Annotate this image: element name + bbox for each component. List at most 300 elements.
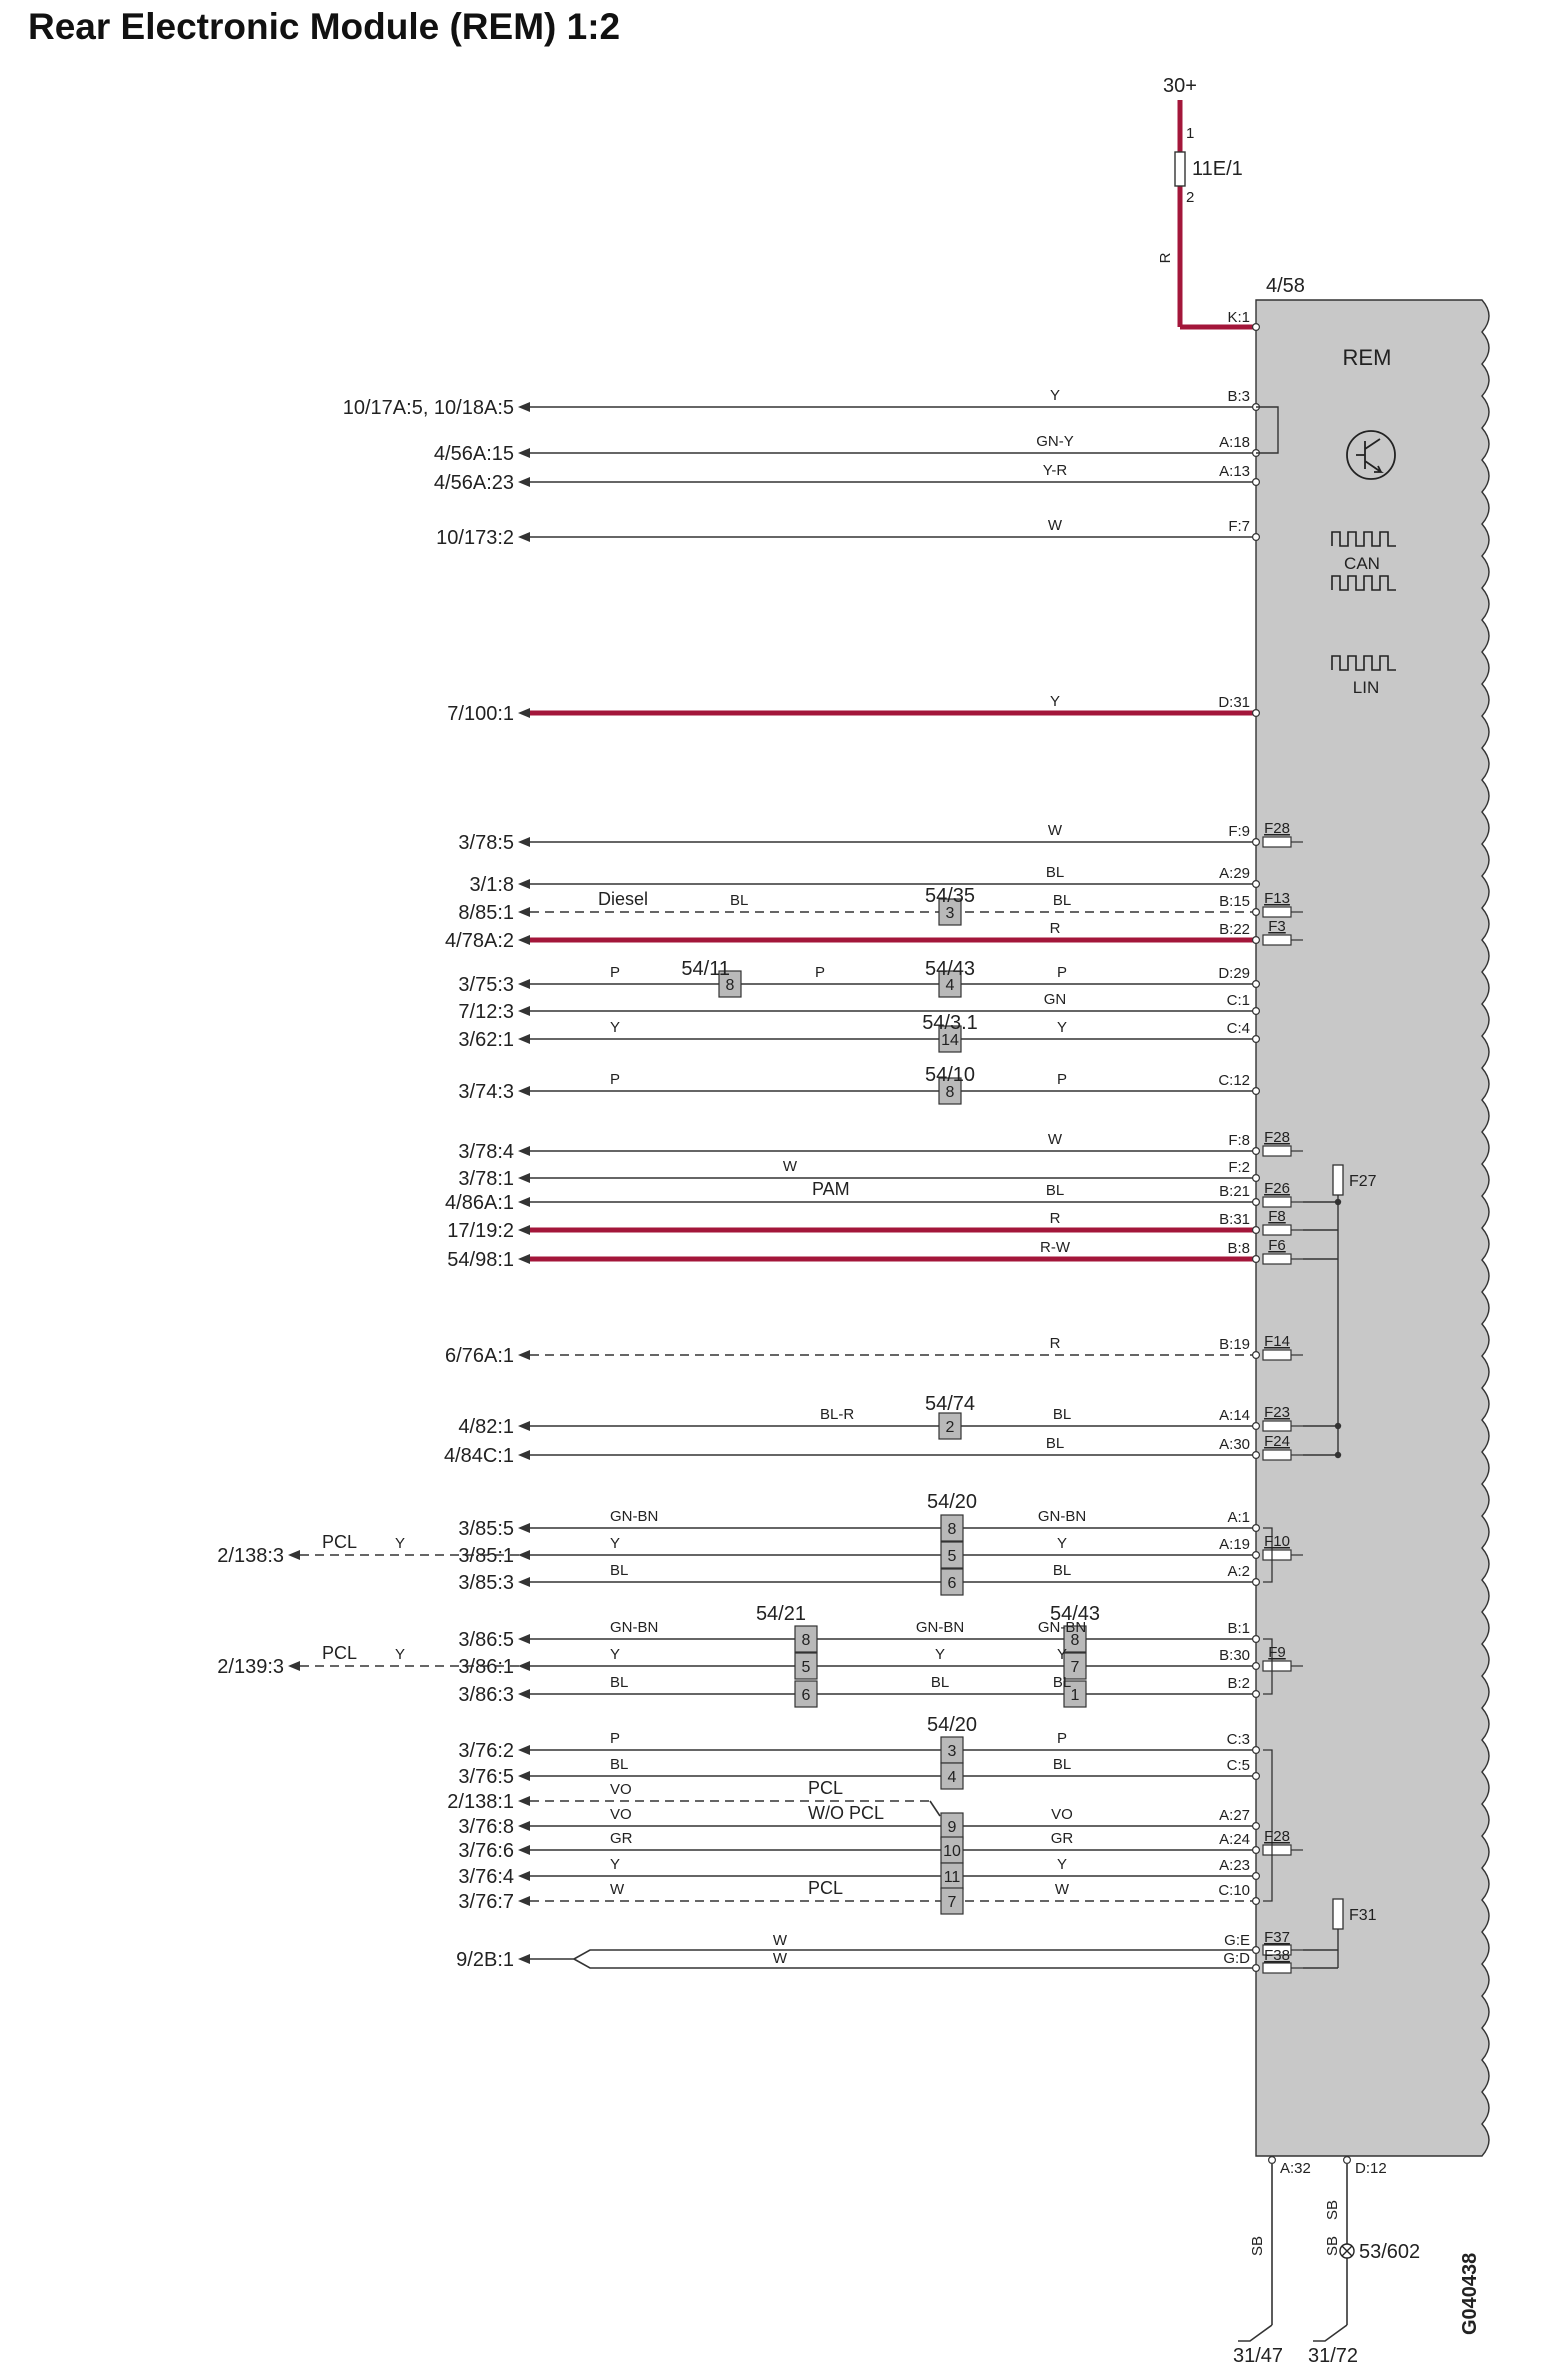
row-r22-wire-left: GN-BN	[610, 1508, 659, 1525]
row-r22-pin: A:1	[1227, 1509, 1250, 1526]
row-r27-pin: B:2	[1227, 1675, 1250, 1692]
row-r20-conn-label: 54/74	[924, 1393, 976, 1415]
row-r25-dest: 3/86:5	[458, 1629, 514, 1651]
row-r33-wire-left: Y	[610, 1856, 621, 1873]
row-r10-conn-a-pin: 8	[725, 977, 735, 994]
row-r32-fuse	[1263, 1845, 1291, 1855]
row-r28-pin-dot	[1253, 1747, 1260, 1754]
row-r6-arrow	[518, 837, 530, 847]
row-r33-arrow	[518, 1871, 530, 1881]
row-r31-wire-label: VO	[1051, 1806, 1073, 1823]
ground-1-pin: D:12	[1355, 2160, 1387, 2177]
f27-junction-0	[1335, 1199, 1341, 1205]
row-r5-wire-label: Y	[1049, 693, 1061, 710]
row-r22-pin-dot	[1253, 1525, 1260, 1532]
row-r24-wire-left: BL	[610, 1562, 629, 1579]
ground-0-pin: A:32	[1280, 2160, 1311, 2177]
ground-0-dest: 31/47	[1232, 2345, 1284, 2367]
row-r29-arrow	[518, 1771, 530, 1781]
row-r16-pin: B:21	[1219, 1183, 1250, 1200]
row-r12-conn-label: 54/3.1	[922, 1012, 978, 1034]
row-r34-conn-pin: 7	[947, 1894, 957, 1911]
row-r21-pin-dot	[1253, 1452, 1260, 1459]
row-r31-dest: 3/76:8	[458, 1816, 514, 1838]
row-r17-dest: 17/19:2	[447, 1220, 514, 1242]
row-r32-wire-label: GR	[1050, 1830, 1074, 1847]
f27-junction-1	[1335, 1423, 1341, 1429]
supply-fuse	[1175, 152, 1185, 186]
row-r10-wire-left: P	[610, 964, 621, 981]
row-r5-dest: 7/100:1	[447, 703, 514, 725]
row-r2-dest: 4/56A:15	[433, 443, 514, 465]
row-r26-conn-a-pin: 5	[801, 1659, 811, 1676]
row-r24-conn-pin: 6	[947, 1575, 957, 1592]
row-r23-dest: 3/85:1	[458, 1545, 514, 1567]
row-r21-fuse	[1263, 1450, 1291, 1460]
ground-0-wire-label: SB	[1249, 2235, 1266, 2257]
row-r16-fuse-label: F26	[1264, 1180, 1290, 1197]
row-r30-wire-left: VO	[610, 1781, 632, 1798]
row-r6-fuse-label: F28	[1264, 820, 1290, 837]
ground-0-symbol	[1238, 2325, 1272, 2341]
row-r26-wire-label: Y	[1056, 1646, 1068, 1663]
remote-1-note: PCL	[322, 1643, 358, 1663]
row-r31-conn-pin: 9	[947, 1819, 957, 1836]
row-r12-arrow	[518, 1034, 530, 1044]
row-r8-conn-label: 54/35	[924, 885, 976, 907]
f31-fuse	[1333, 1899, 1343, 1929]
row-r12-pin-dot	[1253, 1036, 1260, 1043]
row-r6-dest: 3/78:5	[458, 832, 514, 854]
row-r3-pin: A:13	[1219, 463, 1250, 480]
row-r22-conn-label: 54/20	[926, 1491, 978, 1513]
row-r11-dest: 7/12:3	[458, 1001, 514, 1023]
supply-pin2: 2	[1186, 189, 1195, 206]
row-r12-dest: 3/62:1	[458, 1029, 514, 1051]
row-r13-wire-label: P	[1056, 1071, 1068, 1088]
row-r31-arrow	[518, 1821, 530, 1831]
row-r1-dest: 10/17A:5, 10/18A:5	[342, 397, 514, 419]
row-r31-pin: A:27	[1219, 1807, 1250, 1824]
row-r27-arrow	[518, 1689, 530, 1699]
row-r26-pin: B:30	[1219, 1647, 1250, 1664]
row-r16-note: PAM	[812, 1179, 850, 1199]
row-r27-wire-left: BL	[610, 1674, 629, 1691]
row-r7-dest: 3/1:8	[469, 874, 514, 896]
row-r16-dest: 4/86A:1	[445, 1192, 514, 1214]
row-r27-conn-a-pin: 6	[801, 1687, 811, 1704]
remote-0-arrow	[288, 1550, 300, 1560]
rem-label: REM	[1342, 345, 1392, 370]
row-r19-pin-dot	[1253, 1352, 1260, 1359]
row-r21-dest: 4/84C:1	[443, 1445, 514, 1467]
row-r34-wire-left: W	[610, 1881, 625, 1898]
row-r34-dest: 3/76:7	[458, 1891, 514, 1913]
row-r10-wire-label: P	[1056, 964, 1068, 981]
remote-0-note: PCL	[322, 1532, 358, 1552]
row-r24-pin-dot	[1253, 1579, 1260, 1586]
row-r3-wire-label: Y-R	[1042, 462, 1068, 479]
row-r10-pin-dot	[1253, 981, 1260, 988]
row-r5-pin-dot	[1253, 710, 1260, 717]
row-r32-dest: 3/76:6	[458, 1840, 514, 1862]
row-r28-conn-pin: 3	[947, 1743, 957, 1760]
row-r9-fuse	[1263, 935, 1291, 945]
row-r19-arrow	[518, 1350, 530, 1360]
row-r18-wire-label: R-W	[1040, 1239, 1070, 1256]
f31-label: F31	[1349, 1907, 1377, 1924]
row-r7-pin: A:29	[1219, 865, 1250, 882]
row-r13-pin: C:12	[1218, 1072, 1250, 1089]
row-r8-fuse-label: F13	[1264, 890, 1290, 907]
row-r20-wire-label: BL	[1052, 1406, 1072, 1423]
row-r8-pin-dot	[1253, 909, 1260, 916]
row-r28-pin: C:3	[1226, 1731, 1250, 1748]
ground-1-wire-label: SB	[1324, 2235, 1341, 2257]
supply-label: 30+	[1163, 75, 1197, 97]
row-r34-note: PCL	[808, 1878, 844, 1898]
lin-label: LIN	[1352, 678, 1380, 697]
row-r25-conn-a-label: 54/21	[755, 1603, 806, 1625]
row-r35-pin: G:E	[1224, 1932, 1250, 1949]
row-r14-fuse	[1263, 1146, 1291, 1156]
row-r1-arrow	[518, 402, 530, 412]
row-r26-fuse	[1263, 1661, 1291, 1671]
row-r4-dest: 10/173:2	[436, 527, 514, 549]
row-r29-wire-label: BL	[1052, 1756, 1072, 1773]
row-r25-conn-pin: 8	[1070, 1632, 1080, 1649]
row-r20-pin: A:14	[1219, 1407, 1250, 1424]
ground-1-dest: 31/72	[1307, 2345, 1359, 2367]
row-r25-pin-dot	[1253, 1636, 1260, 1643]
row-r35-pin-dot	[1253, 1947, 1260, 1954]
row-r4-pin-dot	[1253, 534, 1260, 541]
row-r14-dest: 3/78:4	[458, 1141, 514, 1163]
row-r10-conn-a-label: 54/11	[681, 958, 730, 980]
row-r27-wire-label: BL	[1052, 1674, 1072, 1691]
row-r9-fuse-label: F3	[1268, 918, 1286, 935]
row-r26-fuse-label: F9	[1268, 1644, 1286, 1661]
row-r26-pin-dot	[1253, 1663, 1260, 1670]
row-r26-wire-left: Y	[610, 1646, 621, 1663]
row-r15-pin: F:2	[1228, 1159, 1250, 1176]
row-r35-wire-label: W	[772, 1932, 788, 1949]
row-r27-conn-pin: 1	[1070, 1687, 1080, 1704]
row-r18-fuse-label: F6	[1268, 1237, 1286, 1254]
row-r19-pin: B:19	[1219, 1336, 1250, 1353]
row-r36-pin: G:D	[1223, 1950, 1250, 1967]
row-r15-arrow	[518, 1173, 530, 1183]
row-r17-fuse	[1263, 1225, 1291, 1235]
row-r25-arrow	[518, 1634, 530, 1644]
row-r18-dest: 54/98:1	[447, 1249, 514, 1271]
f27-fuse	[1333, 1165, 1343, 1195]
drawing-ref: G040438	[1459, 2252, 1481, 2335]
row-r32-conn-pin: 10	[943, 1843, 961, 1860]
row-r33-pin: A:23	[1219, 1857, 1250, 1874]
row-r19-fuse	[1263, 1350, 1291, 1360]
ground-0-pin-dot	[1269, 2157, 1276, 2164]
row-r16-pin-dot	[1253, 1199, 1260, 1206]
row-r8-fuse	[1263, 907, 1291, 917]
row-r6-pin: F:9	[1228, 823, 1250, 840]
row-r26-wire-mid: Y	[934, 1646, 946, 1663]
supply-pin-dot	[1253, 324, 1260, 331]
row-r8-note: Diesel	[598, 889, 649, 909]
row-r28-wire-label: P	[1056, 1730, 1068, 1747]
row-r19-fuse-label: F14	[1264, 1333, 1290, 1350]
row-r9-wire-label: R	[1049, 920, 1061, 937]
row-r29-dest: 3/76:5	[458, 1766, 514, 1788]
supply-fuse-label: 11E/1	[1192, 158, 1243, 180]
row-r36-fuse-label: F38	[1264, 1947, 1290, 1964]
row-r8-dest: 8/85:1	[458, 902, 514, 924]
row-r14-pin-dot	[1253, 1148, 1260, 1155]
row-r11-pin: C:1	[1226, 992, 1250, 1009]
row-r18-arrow	[518, 1254, 530, 1264]
row-r29-wire-left: BL	[610, 1756, 629, 1773]
row-r35-dest: 9/2B:1	[456, 1949, 514, 1971]
row-r7-wire-label: BL	[1045, 864, 1065, 881]
row-r3-pin-dot	[1253, 479, 1260, 486]
row-r8-conn-pin: 3	[945, 905, 955, 922]
row-r12-conn-pin: 14	[941, 1032, 959, 1049]
row-r10-conn-pin: 4	[945, 977, 955, 994]
row-r33-pin-dot	[1253, 1873, 1260, 1880]
row-r36-pin-dot	[1253, 1965, 1260, 1972]
supply-pin1: 1	[1186, 125, 1195, 142]
remote-1-arrow	[288, 1661, 300, 1671]
row-r35-fork	[574, 1950, 1256, 1968]
row-r13-conn-label: 54/10	[924, 1064, 976, 1086]
remote-1-dest: 2/139:3	[217, 1656, 284, 1678]
row-r6-wire-label: W	[1047, 822, 1063, 839]
row-r21-wire-label: BL	[1045, 1435, 1065, 1452]
row-r10-conn-label: 54/43	[924, 958, 976, 980]
row-r20-fuse-label: F23	[1264, 1404, 1290, 1421]
row-r27-wire-mid: BL	[930, 1674, 950, 1691]
row-r32-wire-left: GR	[610, 1830, 633, 1847]
row-r2-arrow	[518, 448, 530, 458]
row-r16-fuse	[1263, 1197, 1291, 1207]
row-r9-pin: B:22	[1219, 921, 1250, 938]
row-r14-arrow	[518, 1146, 530, 1156]
row-r2-pin: A:18	[1219, 434, 1250, 451]
row-r30-arrow	[518, 1796, 530, 1806]
row-r26-dest: 3/86:1	[458, 1656, 514, 1678]
row-r15-wire-label: W	[782, 1158, 798, 1175]
row-r31-note: W/O PCL	[808, 1803, 885, 1823]
ground-1-pin-dot	[1344, 2157, 1351, 2164]
row-r14-fuse-label: F28	[1264, 1129, 1290, 1146]
row-r4-pin: F:7	[1228, 518, 1250, 535]
row-r13-dest: 3/74:3	[458, 1081, 514, 1103]
supply-wire-label: R	[1157, 252, 1174, 264]
row-r14-wire-label: W	[1047, 1131, 1063, 1148]
row-r4-wire-label: W	[1047, 517, 1063, 534]
f27-label: F27	[1349, 1173, 1377, 1190]
row-r17-pin-dot	[1253, 1227, 1260, 1234]
row-r13-wire-left: P	[610, 1071, 621, 1088]
row-r27-dest: 3/86:3	[458, 1684, 514, 1706]
row-r23-fuse-label: F10	[1264, 1533, 1290, 1550]
row-r30-wire-bend	[930, 1801, 940, 1816]
row-r20-pin-dot	[1253, 1423, 1260, 1430]
row-r25-conn-label: 54/43	[1049, 1603, 1101, 1625]
row-r3-arrow	[518, 477, 530, 487]
row-r1-pin: B:3	[1227, 388, 1250, 405]
row-r31-wire-left: VO	[610, 1806, 632, 1823]
row-r18-pin-dot	[1253, 1256, 1260, 1263]
row-r20-fuse	[1263, 1421, 1291, 1431]
row-r12-pin: C:4	[1226, 1020, 1250, 1037]
row-r13-pin-dot	[1253, 1088, 1260, 1095]
page-title: Rear Electronic Module (REM) 1:2	[28, 6, 621, 47]
row-r23-pin-dot	[1253, 1552, 1260, 1559]
row-r34-wire-label: W	[1054, 1881, 1070, 1898]
row-r29-pin: C:5	[1226, 1757, 1250, 1774]
row-r23-wire-left: Y	[610, 1535, 621, 1552]
row-r12-wire-label: Y	[1056, 1019, 1068, 1036]
row-r23-conn-pin: 5	[947, 1548, 957, 1565]
row-r8-pin: B:15	[1219, 893, 1250, 910]
row-r17-wire-label: R	[1049, 1210, 1061, 1227]
supply-pin: K:1	[1227, 309, 1250, 326]
row-r7-pin-dot	[1253, 881, 1260, 888]
row-r33-dest: 3/76:4	[458, 1866, 514, 1888]
row-r28-conn-label: 54/20	[926, 1714, 978, 1736]
row-r11-wire-label: GN	[1043, 991, 1067, 1008]
row-r30-note: PCL	[808, 1778, 844, 1798]
row-r8-wire-left: BL	[730, 892, 749, 909]
row-r20-arrow	[518, 1421, 530, 1431]
row-r25-wire-mid: GN-BN	[915, 1619, 965, 1636]
row-r29-conn-pin: 4	[947, 1769, 957, 1786]
remote-1-wire-label: Y	[395, 1646, 406, 1663]
row-r4-arrow	[518, 532, 530, 542]
row-r3-dest: 4/56A:23	[433, 472, 514, 494]
row-r24-pin: A:2	[1227, 1563, 1250, 1580]
row-r7-arrow	[518, 879, 530, 889]
row-r29-pin-dot	[1253, 1773, 1260, 1780]
row-r20-conn-pin: 2	[945, 1419, 955, 1436]
row-r35-arrow	[518, 1954, 530, 1964]
row-r13-conn-pin: 8	[945, 1084, 955, 1101]
row-r23-fuse	[1263, 1550, 1291, 1560]
row-r33-conn-pin: 11	[943, 1869, 961, 1886]
row-r20-dest: 4/82:1	[458, 1416, 514, 1438]
row-r35-fuse-label: F37	[1264, 1929, 1290, 1946]
ground-1-symbol	[1313, 2325, 1347, 2341]
row-r28-wire-left: P	[610, 1730, 621, 1747]
row-r36-fuse	[1263, 1963, 1291, 1973]
row-r19-dest: 6/76A:1	[445, 1345, 514, 1367]
row-r11-arrow	[518, 1006, 530, 1016]
row-r6-fuse	[1263, 837, 1291, 847]
row-r25-conn-a-pin: 8	[801, 1632, 811, 1649]
lamp-label: 53/602	[1359, 2241, 1421, 2263]
row-r12-wire-left: Y	[610, 1019, 621, 1036]
row-r32-pin-dot	[1253, 1847, 1260, 1854]
row-r32-pin: A:24	[1219, 1831, 1250, 1848]
row-r9-arrow	[518, 935, 530, 945]
row-r23-wire-label: Y	[1056, 1535, 1068, 1552]
row-r16-wire-label: BL	[1045, 1182, 1065, 1199]
row-r21-pin: A:30	[1219, 1436, 1250, 1453]
row-r22-arrow	[518, 1523, 530, 1533]
row-r28-arrow	[518, 1745, 530, 1755]
row-r26-conn-pin: 7	[1070, 1659, 1080, 1676]
row-r13-arrow	[518, 1086, 530, 1096]
remote-0-dest: 2/138:3	[217, 1545, 284, 1567]
row-r18-fuse	[1263, 1254, 1291, 1264]
row-r2-wire-label: GN-Y	[1036, 433, 1074, 450]
row-r34-pin-dot	[1253, 1898, 1260, 1905]
row-r28-dest: 3/76:2	[458, 1740, 514, 1762]
row-r1-wire-label: Y	[1049, 387, 1061, 404]
row-r16-arrow	[518, 1197, 530, 1207]
row-r11-pin-dot	[1253, 1008, 1260, 1015]
can-label: CAN	[1344, 554, 1380, 573]
row-r14-pin: F:8	[1228, 1132, 1250, 1149]
row-r6-pin-dot	[1253, 839, 1260, 846]
row-r33-wire-label: Y	[1056, 1856, 1068, 1873]
row-r10-dest: 3/75:3	[458, 974, 514, 996]
row-r10-arrow	[518, 979, 530, 989]
row-r32-arrow	[518, 1845, 530, 1855]
row-r21-fuse-label: F24	[1264, 1433, 1290, 1450]
row-r23-pin: A:19	[1219, 1536, 1250, 1553]
row-r19-wire-label: R	[1049, 1335, 1061, 1352]
row-r22-dest: 3/85:5	[458, 1518, 514, 1540]
row-r5-pin: D:31	[1218, 694, 1250, 711]
row-r30-dest: 2/138:1	[447, 1791, 514, 1813]
row-r20-wire-left: BL-R	[820, 1406, 855, 1423]
row-r18-pin: B:8	[1227, 1240, 1250, 1257]
remote-0-wire-label: Y	[395, 1535, 406, 1552]
row-r15-pin-dot	[1253, 1175, 1260, 1182]
row-r24-dest: 3/85:3	[458, 1572, 514, 1594]
row-r9-dest: 4/78A:2	[445, 930, 514, 952]
ground-1-wire-upper: SB	[1324, 2199, 1341, 2221]
row-r32-fuse-label: F28	[1264, 1828, 1290, 1845]
row-r9-pin-dot	[1253, 937, 1260, 944]
row-r17-pin: B:31	[1219, 1211, 1250, 1228]
row-r10-wire-mid: P	[814, 964, 826, 981]
row-r25-wire-label: GN-BN	[1037, 1619, 1087, 1636]
row-r15-dest: 3/78:1	[458, 1168, 514, 1190]
row-r22-wire-label: GN-BN	[1037, 1508, 1087, 1525]
row-r8-wire-label: BL	[1052, 892, 1072, 909]
row-r25-pin: B:1	[1227, 1620, 1250, 1637]
rem-id: 4/58	[1266, 275, 1305, 297]
row-r34-pin: C:10	[1218, 1882, 1250, 1899]
row-r10-pin: D:29	[1218, 965, 1250, 982]
row-r24-wire-label: BL	[1052, 1562, 1072, 1579]
row-r5-arrow	[518, 708, 530, 718]
row-r31-pin-dot	[1253, 1823, 1260, 1830]
row-r17-arrow	[518, 1225, 530, 1235]
row-r24-arrow	[518, 1577, 530, 1587]
row-r36-wire-label: W	[772, 1950, 788, 1967]
row-r34-arrow	[518, 1896, 530, 1906]
row-r17-fuse-label: F8	[1268, 1208, 1286, 1225]
row-r25-wire-left: GN-BN	[610, 1619, 659, 1636]
row-r27-pin-dot	[1253, 1691, 1260, 1698]
row-r21-arrow	[518, 1450, 530, 1460]
row-r8-arrow	[518, 907, 530, 917]
f27-junction-2	[1335, 1452, 1341, 1458]
